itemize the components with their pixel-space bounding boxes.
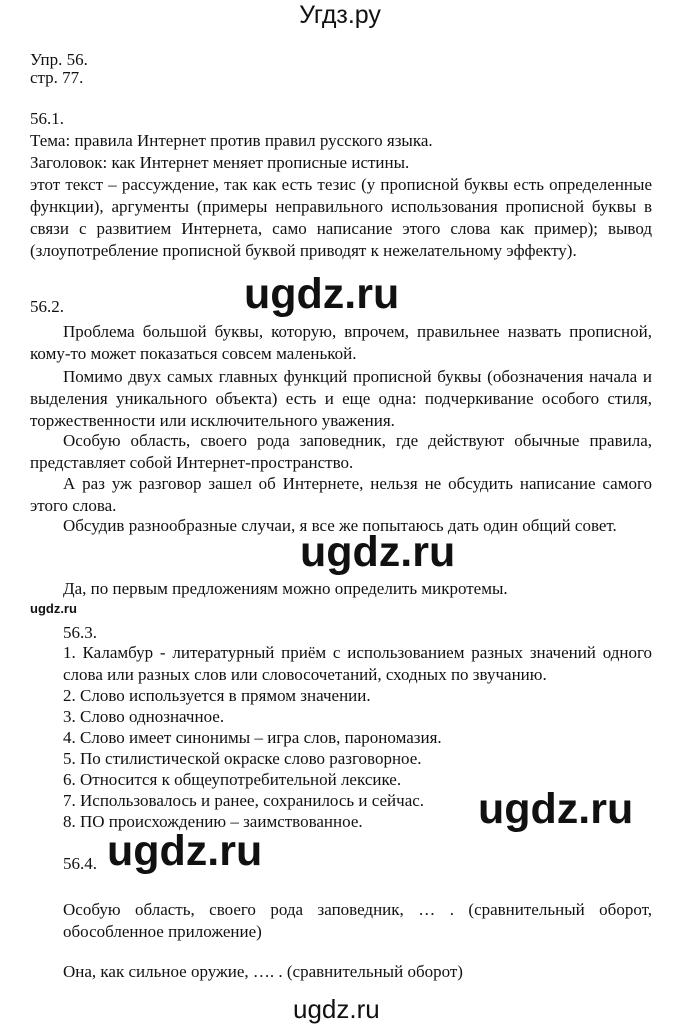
paragraph-s4-1: Особую область, своего рода заповедник, … . (сравнительный оборот, обособленное приложение) — [63, 900, 652, 941]
watermark: ugdz.ru — [30, 601, 77, 616]
section-56-3-number: 56.3. — [63, 623, 97, 642]
list-item: 5. По стилистической окраске слово разговорное. — [63, 749, 422, 768]
section-56-1-number: 56.1. — [30, 109, 64, 128]
conclusion-line: Да, по первым предложениям можно определить микротемы. — [63, 579, 508, 598]
site-header: Угдз.ру — [299, 1, 381, 29]
paragraph-s4-2: Она, как сильное оружие, …. . (сравнительный оборот) — [63, 962, 463, 981]
watermark: ugdz.ru — [293, 994, 380, 1024]
paragraph-s2-2: Помимо двух самых главных функций прописной буквы (обозначения начала и выделения уникального объекта) есть и еще одна: подчеркивание особого стиля, торжественности или исключительного уважения. — [30, 367, 652, 430]
list-item: 2. Слово используется в прямом значении. — [63, 686, 371, 705]
watermark: ugdz.ru — [300, 528, 456, 576]
list-item: 6. Относится к общеупотребительной лексике. — [63, 770, 402, 789]
watermark: ugdz.ru — [244, 270, 400, 318]
analysis-paragraph: этот текст – рассуждение, так как есть тезис (у прописной буквы есть определенные функции), аргументы (примеры неправильного использования прописной буквы в связи с развитием Интернета, само написание этого слова как пример); вывод (злоупотребление прописной буквой приводят к нежелательному эффекту). — [30, 175, 652, 260]
section-56-4-number: 56.4. — [63, 854, 97, 873]
topic-line: Тема: правила Интернет против правил русского языка. — [30, 131, 433, 150]
paragraph-s2-3: Особую область, своего рода заповедник, где действуют обычные правила, представляет собой Интернет-пространство. — [30, 431, 652, 472]
section-56-2-number: 56.2. — [30, 297, 64, 316]
exercise-number: Упр. 56. — [30, 50, 88, 69]
list-item: 7. Использовалось и ранее, сохранилось и сейчас. — [63, 791, 425, 810]
heading-line: Заголовок: как Интернет меняет прописные истины. — [30, 153, 410, 172]
paragraph-s2-1: Проблема большой буквы, которую, впрочем, правильнее назвать прописной, кому-то может показаться совсем маленькой. — [30, 322, 652, 363]
list-item: 8. ПО происхождению – заимствованное. — [63, 812, 363, 831]
paragraph-s2-5: Обсудив разнообразные случаи, я все же попытаюсь дать один общий совет. — [63, 516, 617, 535]
watermark: ugdz.ru — [107, 827, 263, 875]
paragraph-s2-4: А раз уж разговор зашел об Интернете, нельзя не обсудить написание самого этого слова. — [30, 474, 652, 515]
page-number: стр. 77. — [30, 68, 84, 87]
list-item: 4. Слово имеет синонимы – игра слов, парономазия. — [63, 728, 442, 747]
watermark: ugdz.ru — [478, 785, 634, 833]
list-item: 3. Слово однозначное. — [63, 707, 225, 726]
list-item: 1. Каламбур - литературный приём с использованием разных значений одного слова или разных слов или словосочетаний, сходных по звучанию. — [63, 643, 652, 684]
